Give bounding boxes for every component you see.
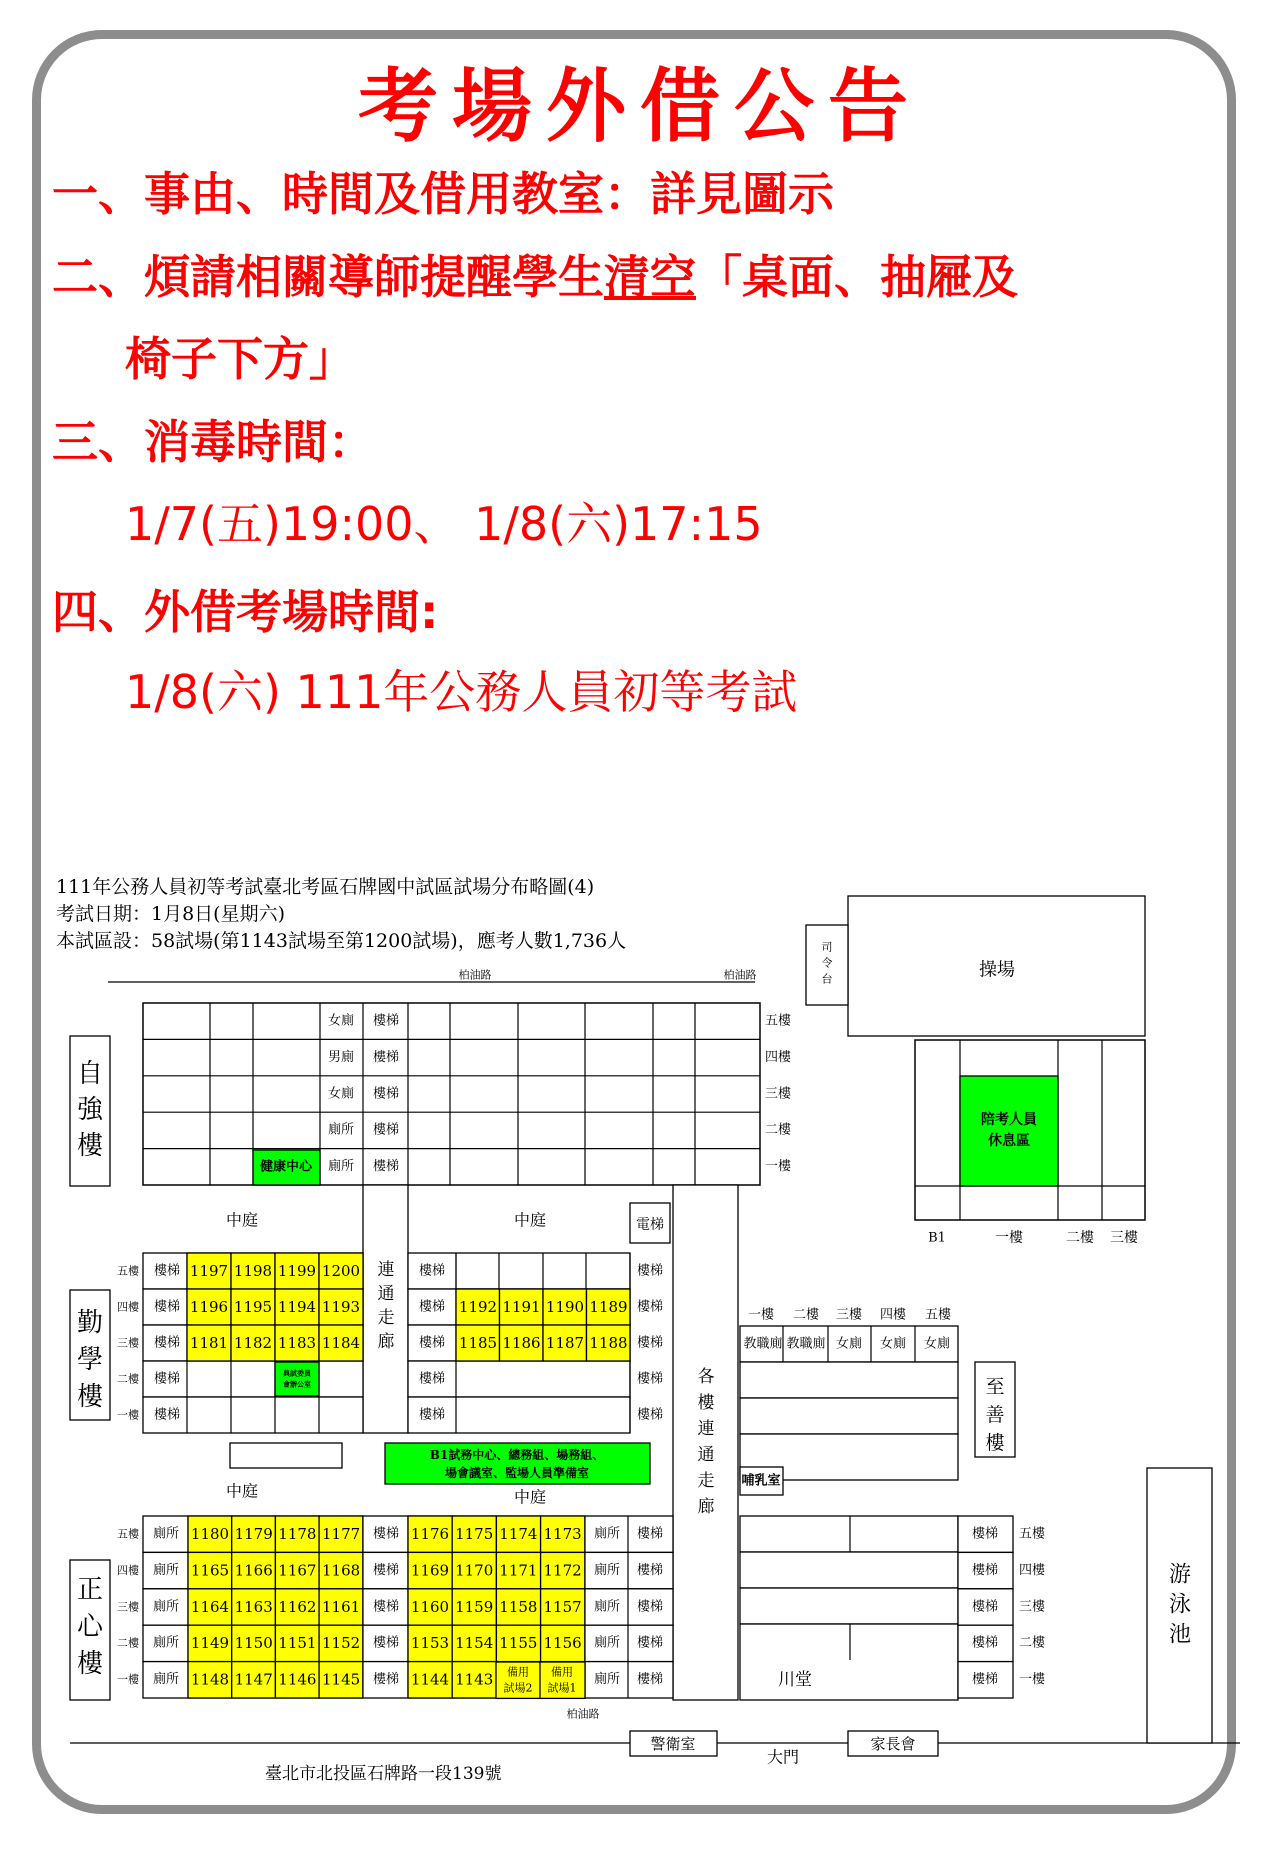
item-two-continued: 椅子下方」 — [125, 332, 355, 386]
qinxue-stairs-label: 樓梯 — [153, 1263, 181, 1279]
building-ziqiang-label: 樓 — [76, 1131, 104, 1161]
zhengxin-toilet-label: 廁所 — [152, 1526, 180, 1542]
podium-label: 司 — [821, 940, 833, 954]
rest-floor-label: 一樓 — [995, 1230, 1023, 1246]
zhishan-toilet-label: 女廁 — [879, 1336, 907, 1352]
qinxue-stairs-label: 樓梯 — [153, 1407, 181, 1423]
building-zhishan-label: 至 — [985, 1376, 1005, 1398]
ziqiang-stairs-label: 樓梯 — [372, 1049, 400, 1065]
all-floor-corridor-label: 通 — [697, 1445, 715, 1465]
qinxue-east-stairs-label: 樓梯 — [418, 1299, 446, 1315]
exam-room-number: 1196 — [189, 1298, 229, 1316]
building-zhishan-label: 善 — [985, 1404, 1005, 1426]
exam-room-number: 1176 — [410, 1525, 450, 1543]
floor-header: 二樓 — [792, 1307, 820, 1323]
swimming-pool-label: 泳 — [1168, 1592, 1192, 1618]
elevator-label: 電梯 — [636, 1217, 664, 1233]
zhengxin-toilet-label: 廁所 — [593, 1526, 621, 1542]
ziqiang-outline — [143, 1003, 760, 1185]
rest-area — [960, 1076, 1058, 1186]
chuantang-floor-label: 五樓 — [1018, 1526, 1046, 1542]
exam-room-number: 1183 — [277, 1334, 317, 1352]
exam-room-number: 1188 — [589, 1334, 628, 1352]
exam-room-number: 1169 — [410, 1561, 450, 1580]
exam-room-number: 1152 — [322, 1634, 361, 1653]
ziqiang-floor-label: 五樓 — [764, 1013, 792, 1029]
qinxue-east-stairs-label: 樓梯 — [636, 1299, 664, 1315]
ziqiang-toilet-label: 廁所 — [327, 1122, 355, 1138]
exam-room-number: 1192 — [458, 1298, 498, 1316]
qinxue-east-stairs-label: 樓梯 — [418, 1407, 446, 1423]
guard-room-label: 警衛室 — [650, 1735, 696, 1753]
passage-slab — [230, 1443, 342, 1468]
spare-room-label: 試場2 — [503, 1681, 533, 1695]
zhengxin-stairs-label: 樓梯 — [636, 1599, 664, 1615]
ziqiang-toilet-label: 廁所 — [327, 1159, 355, 1175]
exam-room-number: 1146 — [278, 1670, 317, 1689]
sports-field-label: 操場 — [979, 959, 1015, 981]
all-floor-corridor-label: 走 — [697, 1471, 715, 1491]
zhengxin-stairs-label: 樓梯 — [636, 1635, 664, 1651]
exam-room-number: 1149 — [190, 1634, 230, 1653]
exam-room-number: 1186 — [502, 1334, 541, 1352]
chuantang-stairs-label: 樓梯 — [971, 1635, 999, 1651]
map-caption-title: 111年公務人員初等考試臺北考區石牌國中試區試場分布略圖(4) — [56, 876, 595, 898]
parents-room-label: 家長會 — [870, 1735, 916, 1753]
zhengxin-floor-label: 二樓 — [117, 1636, 139, 1650]
exam-room-number: 1193 — [321, 1298, 361, 1316]
exam-room-number: 1145 — [322, 1670, 361, 1689]
zhengxin-stairs-label: 樓梯 — [636, 1672, 664, 1688]
exam-room-number: 1167 — [278, 1561, 317, 1580]
floor-header: 四樓 — [879, 1307, 907, 1323]
qinxue-east-stairs-label: 樓梯 — [418, 1263, 446, 1279]
exam-room-number: 1170 — [455, 1561, 494, 1580]
qinxue-floor-label: 一樓 — [117, 1408, 139, 1422]
exam-room-number: 1200 — [321, 1262, 361, 1280]
swimming-pool-label: 游 — [1168, 1562, 1192, 1588]
zhishan-toilet-label: 教職廁 — [786, 1336, 826, 1352]
rest-floor-label: 二樓 — [1066, 1230, 1094, 1246]
map-caption-date: 考試日期：1月8日(星期六) — [56, 903, 286, 925]
exam-room-number: 1171 — [499, 1561, 538, 1580]
notice-title: 考場外借公告 — [358, 60, 922, 153]
courtyard-label: 中庭 — [225, 1481, 259, 1501]
zhengxin-toilet-label: 廁所 — [593, 1562, 621, 1578]
qinxue-floor-label: 四樓 — [117, 1300, 139, 1314]
floor-header: 五樓 — [924, 1307, 952, 1323]
all-floor-corridor — [673, 1185, 738, 1700]
zhishan-row — [740, 1398, 958, 1434]
chuantang-floor-label: 四樓 — [1018, 1562, 1046, 1578]
qinxue-floor-label: 三樓 — [117, 1336, 139, 1350]
item-three: 三、消毒時間： — [52, 415, 374, 469]
building-zhishan-label: 樓 — [985, 1432, 1005, 1454]
exam-room-number: 1151 — [278, 1634, 317, 1653]
building-ziqiang-label: 自 — [76, 1059, 104, 1089]
corridor-label: 走 — [377, 1308, 395, 1328]
qinxue-stairs-label: 樓梯 — [153, 1335, 181, 1351]
health-center-label: 健康中心 — [259, 1159, 313, 1175]
b1-center-label: 場會議室、監場人員準備室 — [444, 1466, 590, 1480]
rest-floor-label: 三樓 — [1110, 1230, 1138, 1246]
exam-room-number: 1161 — [322, 1597, 361, 1616]
main-gate-label: 大門 — [766, 1747, 800, 1767]
item-two-tail: 「桌面、抽屜及 — [696, 250, 1018, 304]
all-floor-corridor-label: 連 — [697, 1419, 715, 1439]
zhengxin-stairs-label: 樓梯 — [372, 1526, 400, 1542]
podium-label: 台 — [821, 972, 833, 986]
committee-office-label: 會辦公室 — [283, 1379, 311, 1389]
chuantang-row — [740, 1588, 958, 1624]
exam-room-number: 1179 — [234, 1525, 273, 1543]
zhengxin-stairs-label: 樓梯 — [372, 1672, 400, 1688]
b1-center-label: B1試務中心、總務組、場務組、 — [429, 1448, 605, 1462]
ziqiang-floor-label: 一樓 — [764, 1159, 792, 1175]
road-label: 柏油路 — [566, 1707, 600, 1721]
qinxue-stairs-label: 樓梯 — [153, 1371, 181, 1387]
item-four: 四、外借考場時間: — [52, 585, 439, 639]
exam-room-number: 1144 — [410, 1670, 450, 1689]
exam-room-number: 1195 — [233, 1298, 273, 1316]
chuantang-stairs-label: 樓梯 — [971, 1526, 999, 1542]
exam-room-number: 1180 — [190, 1525, 230, 1543]
zhishan-toilet-label: 教職廁 — [743, 1336, 783, 1352]
ziqiang-toilet-label: 男廁 — [327, 1049, 355, 1065]
rest-area-label: 休息區 — [988, 1133, 1030, 1149]
road-label: 柏油路 — [458, 968, 492, 982]
zhengxin-stairs-label: 樓梯 — [372, 1635, 400, 1651]
building-qinxue-label: 勤 — [76, 1308, 104, 1338]
building-zhengxin-label: 樓 — [76, 1649, 104, 1679]
exam-room-number: 1194 — [277, 1298, 317, 1316]
zhengxin-stairs-label: 樓梯 — [636, 1526, 664, 1542]
ziqiang-stairs-label: 樓梯 — [372, 1122, 400, 1138]
chuantang-floor-label: 一樓 — [1018, 1672, 1046, 1688]
exam-room-number: 1143 — [455, 1670, 494, 1689]
exam-room-number: 1199 — [277, 1262, 317, 1280]
exam-room-number: 1172 — [543, 1561, 582, 1580]
exam-room-number: 1157 — [543, 1597, 582, 1616]
exam-room-number: 1175 — [455, 1525, 494, 1543]
building-zhengxin-label: 心 — [76, 1612, 104, 1642]
exam-room-number: 1153 — [410, 1634, 450, 1653]
zhishan-row — [740, 1362, 958, 1398]
courtyard-label: 中庭 — [513, 1487, 547, 1507]
spare-room-label: 備用 — [551, 1665, 573, 1679]
ziqiang-toilet-label: 女廁 — [327, 1086, 355, 1102]
item-two-lead: 二、煩請相關導師提醒學生 — [52, 250, 604, 304]
zhengxin-toilet-label: 廁所 — [152, 1635, 180, 1651]
zhengxin-stairs-label: 樓梯 — [636, 1562, 664, 1578]
exam-room-number: 1160 — [410, 1597, 450, 1616]
exam-room-number: 1154 — [455, 1634, 494, 1653]
chuantang-floor-label: 三樓 — [1018, 1599, 1046, 1615]
podium-label: 令 — [821, 956, 833, 970]
zhengxin-toilet-label: 廁所 — [593, 1672, 621, 1688]
spare-room-label: 備用 — [507, 1665, 529, 1679]
qinxue-east-stairs-label: 樓梯 — [636, 1263, 664, 1279]
item-one: 一、事由、時間及借用教室：詳見圖示 — [52, 167, 834, 221]
zhishan-toilet-label: 女廁 — [923, 1336, 951, 1352]
map-caption-summary: 本試區設：58試場(第1143試場至第1200試場)，應考人數1,736人 — [56, 930, 627, 952]
exam-room-number: 1163 — [234, 1597, 273, 1616]
zhengxin-toilet-label: 廁所 — [593, 1635, 621, 1651]
zhengxin-floor-label: 三樓 — [117, 1600, 139, 1614]
corridor-label: 廊 — [377, 1332, 395, 1352]
item-two-underlined: 清空 — [604, 250, 696, 304]
exam-room-number: 1148 — [190, 1670, 230, 1689]
ziqiang-stairs-label: 樓梯 — [372, 1086, 400, 1102]
all-floor-corridor-label: 廊 — [697, 1497, 715, 1517]
building-qinxue-label: 學 — [76, 1345, 104, 1375]
exam-room-number: 1189 — [589, 1298, 628, 1316]
exam-room-number: 1191 — [502, 1298, 541, 1316]
ziqiang-floor-label: 四樓 — [764, 1049, 792, 1065]
zhengxin-toilet-label: 廁所 — [593, 1599, 621, 1615]
zhengxin-stairs-label: 樓梯 — [372, 1599, 400, 1615]
exam-room-number: 1184 — [321, 1334, 361, 1352]
exam-room-number: 1166 — [234, 1561, 273, 1580]
road-label: 柏油路 — [723, 968, 757, 982]
rest-floor-label: B1 — [928, 1230, 946, 1246]
building-zhengxin-label: 正 — [76, 1575, 104, 1605]
courtyard-label: 中庭 — [225, 1210, 259, 1230]
all-floor-corridor-label: 樓 — [697, 1393, 715, 1413]
ziqiang-stairs-label: 樓梯 — [372, 1159, 400, 1175]
exam-room-number: 1164 — [190, 1597, 230, 1616]
exam-room-number: 1181 — [189, 1334, 229, 1352]
chuantang-row — [740, 1552, 958, 1588]
nursing-room-label: 哺乳室 — [741, 1473, 781, 1489]
qinxue-east-stairs-label: 樓梯 — [636, 1371, 664, 1387]
qinxue-east-stairs-label: 樓梯 — [636, 1407, 664, 1423]
exam-room-number: 1177 — [322, 1525, 361, 1543]
exam-room-number: 1158 — [499, 1597, 538, 1616]
building-qinxue-label: 樓 — [76, 1382, 104, 1412]
committee-office-label: 典試委員 — [283, 1368, 311, 1378]
zhengxin-floor-label: 五樓 — [117, 1527, 139, 1541]
exam-room-number: 1168 — [322, 1561, 361, 1580]
exam-room-number: 1198 — [233, 1262, 273, 1280]
zhengxin-stairs-label: 樓梯 — [372, 1562, 400, 1578]
exam-room-number: 1156 — [543, 1634, 582, 1653]
chuantang-floor-label: 二樓 — [1018, 1635, 1046, 1651]
exam-room-number: 1185 — [458, 1334, 498, 1352]
rest-area-label: 陪考人員 — [981, 1112, 1037, 1128]
spare-room-label: 試場1 — [547, 1681, 577, 1695]
zhengxin-toilet-label: 廁所 — [152, 1672, 180, 1688]
school-address: 臺北市北投區石牌路一段139號 — [265, 1764, 502, 1784]
chuantang-stairs-label: 樓梯 — [971, 1562, 999, 1578]
ziqiang-floor-label: 三樓 — [764, 1086, 792, 1102]
ziqiang-stairs-label: 樓梯 — [372, 1013, 400, 1029]
qinxue-east-stairs-label: 樓梯 — [636, 1335, 664, 1351]
exam-room-number: 1178 — [278, 1525, 317, 1543]
exam-room-number: 1155 — [499, 1634, 538, 1653]
building-ziqiang-label: 強 — [76, 1095, 104, 1125]
zhishan-toilet-label: 女廁 — [835, 1336, 863, 1352]
exam-room-number: 1197 — [189, 1262, 229, 1280]
zhengxin-floor-label: 一樓 — [117, 1673, 139, 1687]
hall-label: 川堂 — [778, 1670, 812, 1690]
exam-room-number: 1159 — [455, 1597, 494, 1616]
exam-time: 1/8(六) 111年公務人員初等考試 — [125, 665, 798, 719]
zhengxin-floor-label: 四樓 — [117, 1563, 139, 1577]
corridor-label: 連 — [377, 1260, 395, 1280]
exam-room-number: 1147 — [234, 1670, 273, 1689]
qinxue-east-stairs-label: 樓梯 — [418, 1335, 446, 1351]
qinxue-floor-label: 五樓 — [117, 1264, 139, 1278]
floor-header: 一樓 — [747, 1307, 775, 1323]
chuantang-stairs-label: 樓梯 — [971, 1672, 999, 1688]
zhengxin-toilet-label: 廁所 — [152, 1599, 180, 1615]
swimming-pool-label: 池 — [1168, 1622, 1192, 1648]
exam-room-number: 1174 — [499, 1525, 538, 1543]
exam-room-number: 1165 — [190, 1561, 230, 1580]
qinxue-east-stairs-label: 樓梯 — [418, 1371, 446, 1387]
all-floor-corridor-label: 各 — [697, 1367, 715, 1387]
exam-room-number: 1187 — [545, 1334, 585, 1352]
ziqiang-floor-label: 二樓 — [764, 1122, 792, 1138]
chuantang-stairs-label: 樓梯 — [971, 1599, 999, 1615]
exam-room-number: 1150 — [234, 1634, 273, 1653]
exam-room-number: 1182 — [233, 1334, 273, 1352]
exam-room-number: 1173 — [543, 1525, 582, 1543]
exam-room-number: 1162 — [278, 1597, 317, 1616]
ziqiang-toilet-label: 女廁 — [327, 1013, 355, 1029]
chuantang-block — [740, 1624, 958, 1700]
qinxue-floor-label: 二樓 — [117, 1372, 139, 1386]
qinxue-stairs-label: 樓梯 — [153, 1299, 181, 1315]
corridor-label: 通 — [377, 1284, 395, 1304]
courtyard-label: 中庭 — [513, 1210, 547, 1230]
floor-header: 三樓 — [835, 1307, 863, 1323]
exam-room-number: 1190 — [545, 1298, 585, 1316]
disinfection-times: 1/7(五)19:00、 1/8(六)17:15 — [125, 497, 763, 551]
zhengxin-toilet-label: 廁所 — [152, 1562, 180, 1578]
chuantang-row — [740, 1516, 958, 1552]
